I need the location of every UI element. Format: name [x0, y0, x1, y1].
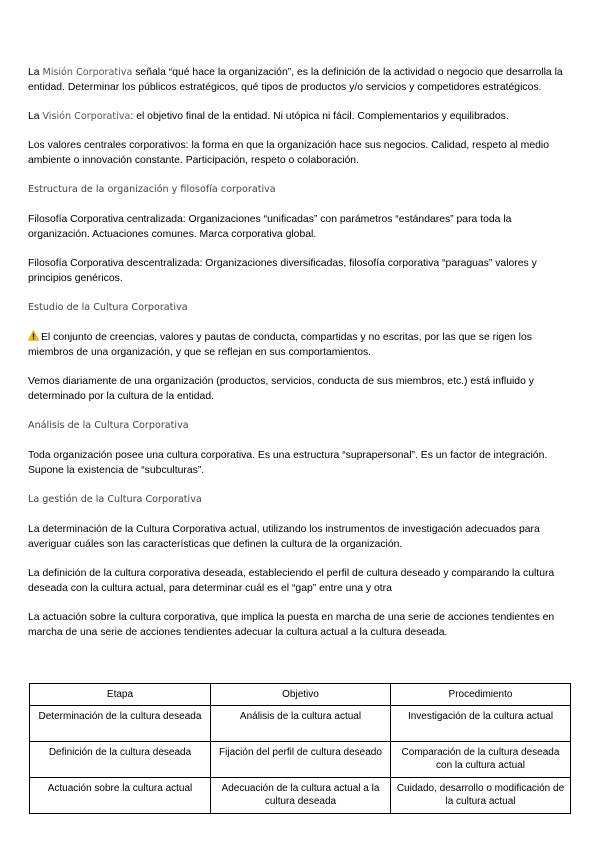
text: La	[28, 67, 43, 78]
table-cell: Comparación de la cultura deseada con la cultura actual	[391, 742, 571, 778]
text: La	[28, 111, 43, 122]
paragraph-actuacion: La actuación sobre la cultura corporativa, que implica la puesta en marcha de una serie de acciones tendientes en marcha de una serie de acciones tendientes adecuar la cultura actual a la cultura deseada.	[28, 612, 555, 638]
text: El conjunto de creencias, valores y pautas de conducta, compartidas y no escritas, por las que se rigen los miembros de una organización, y que se reflejan en sus comportamientos.	[28, 332, 532, 358]
paragraph-vemos: Vemos diariamente de una organización (productos, servicios, conducta de sus miembros, etc.) está influido y determinado por la cultura de la entidad.	[28, 376, 534, 402]
table-row	[30, 778, 571, 814]
paragraph-conjunto	[28, 330, 573, 360]
paragraph-mision	[28, 65, 573, 95]
paragraph-determinacion: La determinación de la Cultura Corporativa actual, utilizando los instrumentos de investigación adecuados para averiguar cuáles son las características que definen la cultura de la organización.	[28, 524, 540, 550]
table-cell: Actuación sobre la cultura actual	[30, 778, 211, 814]
culture-table	[29, 683, 571, 814]
heading-gestion: La gestión de la Cultura Corporativa	[28, 494, 202, 505]
table-row	[30, 742, 571, 778]
table-cell: Adecuación de la cultura actual a la cultura deseada	[211, 778, 391, 814]
table-cell: Fijación del perfil de cultura deseado	[211, 742, 391, 778]
table-row	[30, 706, 571, 742]
paragraph-descentralizada: Filosofía Corporativa descentralizada: Organizaciones diversificadas, filosofía corporativa “paraguas” valores y principios genéricos.	[28, 258, 537, 284]
heading-estudio: Estudio de la Cultura Corporativa	[28, 302, 188, 313]
paragraph-valores: Los valores centrales corporativos: la forma en que la organización hace sus negocios. Calidad, respeto al medio ambiente o innovación constante. Participación, respeto o colaboración.	[28, 140, 549, 166]
header-etapa: Etapa	[30, 684, 211, 706]
text: : el objetivo final de la entidad. Ni utópica ni fácil. Complementarios y equilibrados.	[130, 111, 509, 122]
text: señala “qué hace la organización”, es la definición de la actividad o negocio que desarrolla la entidad. Determinar los públicos estratégicos, qué tipos de productos y/o servicios y competidores estratégicos.	[28, 67, 563, 93]
term-mision: Misión Corporativa	[42, 67, 133, 78]
paragraph-definicion: La definición de la cultura corporativa deseada, estableciendo el perfil de cultura deseado y comparando la cultura deseada con la cultura actual, para determinar cuál es el “gap” entre una y otra	[28, 568, 555, 594]
table-cell: Cuidado, desarrollo o modificación de la cultura actual	[391, 778, 571, 814]
heading-analisis: Análisis de la Cultura Corporativa	[28, 420, 189, 431]
table-cell: Determinación de la cultura deseada	[30, 706, 211, 742]
header-procedimiento: Procedimiento	[391, 684, 571, 706]
document-body	[28, 65, 573, 654]
table-cell: Análisis de la cultura actual	[211, 706, 391, 742]
term-vision: Visión Corporativa	[42, 111, 131, 122]
table-cell: Definición de la cultura deseada	[30, 742, 211, 778]
heading-estructura: Estructura de la organización y filosofía corporativa	[28, 184, 276, 195]
paragraph-centralizada: Filosofía Corporativa centralizada: Organizaciones “unificadas” con parámetros “estándares” para toda la organización. Actuaciones comunes. Marca corporativa global.	[28, 214, 512, 240]
paragraph-vision	[28, 109, 573, 124]
table-cell: Investigación de la cultura actual	[391, 706, 571, 742]
paragraph-toda: Toda organización posee una cultura corporativa. Es una estructura “suprapersonal”. Es un factor de integración. Supone la existencia de “subculturas”.	[28, 450, 548, 476]
table-header-row	[30, 684, 571, 706]
warning-icon	[28, 330, 39, 341]
header-objetivo: Objetivo	[211, 684, 391, 706]
